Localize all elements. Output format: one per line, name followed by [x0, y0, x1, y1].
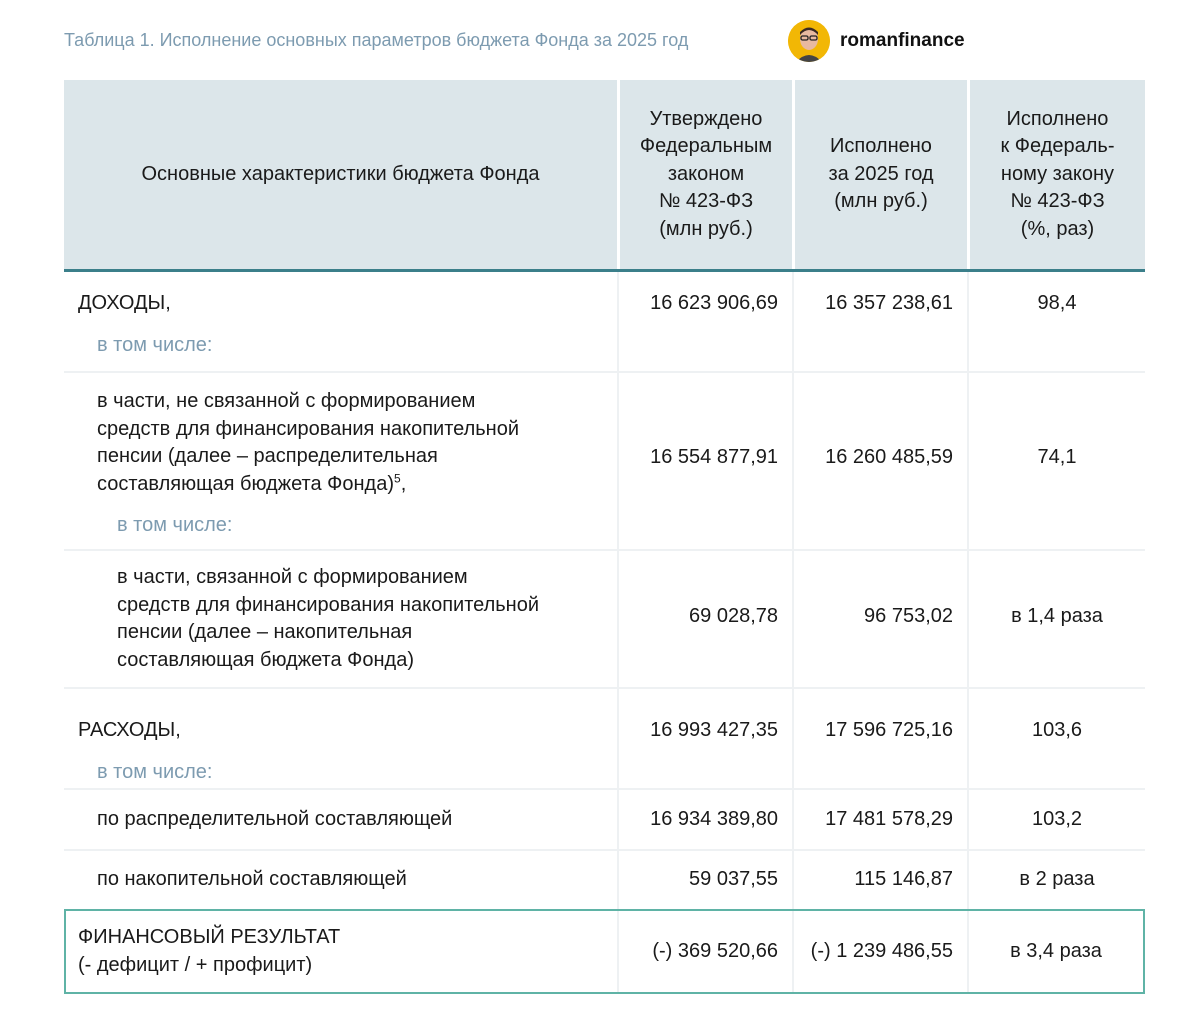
row-label — [64, 373, 617, 549]
header-line: Утверждено — [649, 107, 763, 130]
table-row-distributive — [64, 373, 1145, 551]
executed-value: 17 481 578,29 — [792, 790, 967, 849]
executed-value: 17 596 725,16 — [792, 689, 967, 788]
header-executed — [792, 80, 967, 269]
percent-value: 103,2 — [967, 790, 1145, 849]
header-line: (млн руб.) — [659, 217, 753, 240]
approved-value: 16 623 906,69 — [617, 272, 792, 371]
percent-value: в 3,4 раза — [967, 911, 1143, 992]
header-line: Федеральным — [639, 135, 773, 158]
executed-value: 16 260 485,59 — [792, 373, 967, 549]
header-line: Исполнено — [830, 135, 932, 158]
footnote-marker: 5 — [394, 470, 401, 485]
approved-value: 59 037,55 — [617, 851, 792, 909]
header-line: (%, раз) — [1020, 217, 1095, 240]
approved-value: 16 934 389,80 — [617, 790, 792, 849]
header-percent — [967, 80, 1145, 269]
header-line: (млн руб.) — [834, 190, 928, 213]
table-caption: Таблица 1. Исполнение основных параметров бюджета Фонда за 2025 год — [64, 30, 689, 50]
percent-value: 103,6 — [967, 689, 1145, 788]
header-line: законом — [667, 162, 745, 185]
header-approved — [617, 80, 792, 269]
table-row-income — [64, 272, 1145, 373]
row-title-line: средств для финансирования накопительной — [97, 417, 520, 440]
row-title: ДОХОДЫ, — [78, 292, 171, 314]
approved-value: 69 028,78 — [617, 551, 792, 687]
row-subtitle: в том числе: — [97, 760, 213, 783]
table-row-expenses-distributive — [64, 790, 1145, 851]
percent-value: 98,4 — [967, 272, 1145, 371]
row-subtitle: в том числе: — [117, 514, 233, 536]
row-label — [64, 272, 617, 371]
row-title-line: ФИНАНСОВЫЙ РЕЗУЛЬТАТ — [78, 926, 341, 948]
row-label — [64, 689, 617, 788]
header-line: № 423-ФЗ — [1010, 190, 1105, 213]
table-row-financial-result — [64, 909, 1145, 994]
executed-value: 16 357 238,61 — [792, 272, 967, 371]
row-title-line: (- дефицит / + профицит) — [78, 953, 313, 976]
row-title-line: пенсии (далее – распределительная — [97, 445, 438, 467]
table-row-funded — [64, 551, 1145, 689]
row-subtitle: в том числе: — [97, 333, 213, 356]
percent-value: в 2 раза — [967, 851, 1145, 909]
header-line: за 2025 год — [828, 162, 934, 185]
header-line: Исполнено — [1006, 107, 1109, 130]
approved-value: 16 993 427,35 — [617, 689, 792, 788]
header-characteristics: Основные характеристики бюджета Фонда — [64, 80, 617, 269]
row-title-suffix: , — [400, 472, 407, 495]
row-label — [66, 911, 617, 992]
header-line: к Федераль- — [1000, 135, 1115, 158]
row-label: по распределительной составляющей — [97, 807, 453, 830]
person-avatar-icon — [788, 20, 830, 62]
row-title-line: в части, связанной с формированием — [117, 566, 468, 588]
brand — [788, 20, 965, 62]
row-title-line: составляющая бюджета Фонда) — [97, 472, 395, 495]
executed-value: (-) 1 239 486,55 — [792, 911, 967, 992]
row-label — [64, 551, 617, 687]
percent-value: в 1,4 раза — [967, 551, 1145, 687]
row-title-line: в части, не связанной с формированием — [97, 390, 476, 412]
row-title-line: составляющая бюджета Фонда) — [117, 648, 415, 671]
row-title-line: пенсии (далее – накопительная — [117, 621, 413, 643]
brand-name: romanfinance — [840, 30, 965, 51]
row-title-line: средств для финансирования накопительной — [117, 593, 540, 616]
table-row-expenses-funded — [64, 851, 1145, 909]
table-row-expenses — [64, 689, 1145, 790]
executed-value: 115 146,87 — [792, 851, 967, 909]
executed-value: 96 753,02 — [792, 551, 967, 687]
row-label: по накопительной составляющей — [97, 868, 407, 891]
row-title: РАСХОДЫ, — [78, 719, 181, 741]
approved-value: (-) 369 520,66 — [617, 911, 792, 992]
percent-value: 74,1 — [967, 373, 1145, 549]
table-header-row — [64, 80, 1145, 272]
budget-table — [64, 80, 1145, 994]
approved-value: 16 554 877,91 — [617, 373, 792, 549]
header-line: ному закону — [1000, 162, 1115, 185]
header-line: № 423-ФЗ — [658, 190, 754, 213]
